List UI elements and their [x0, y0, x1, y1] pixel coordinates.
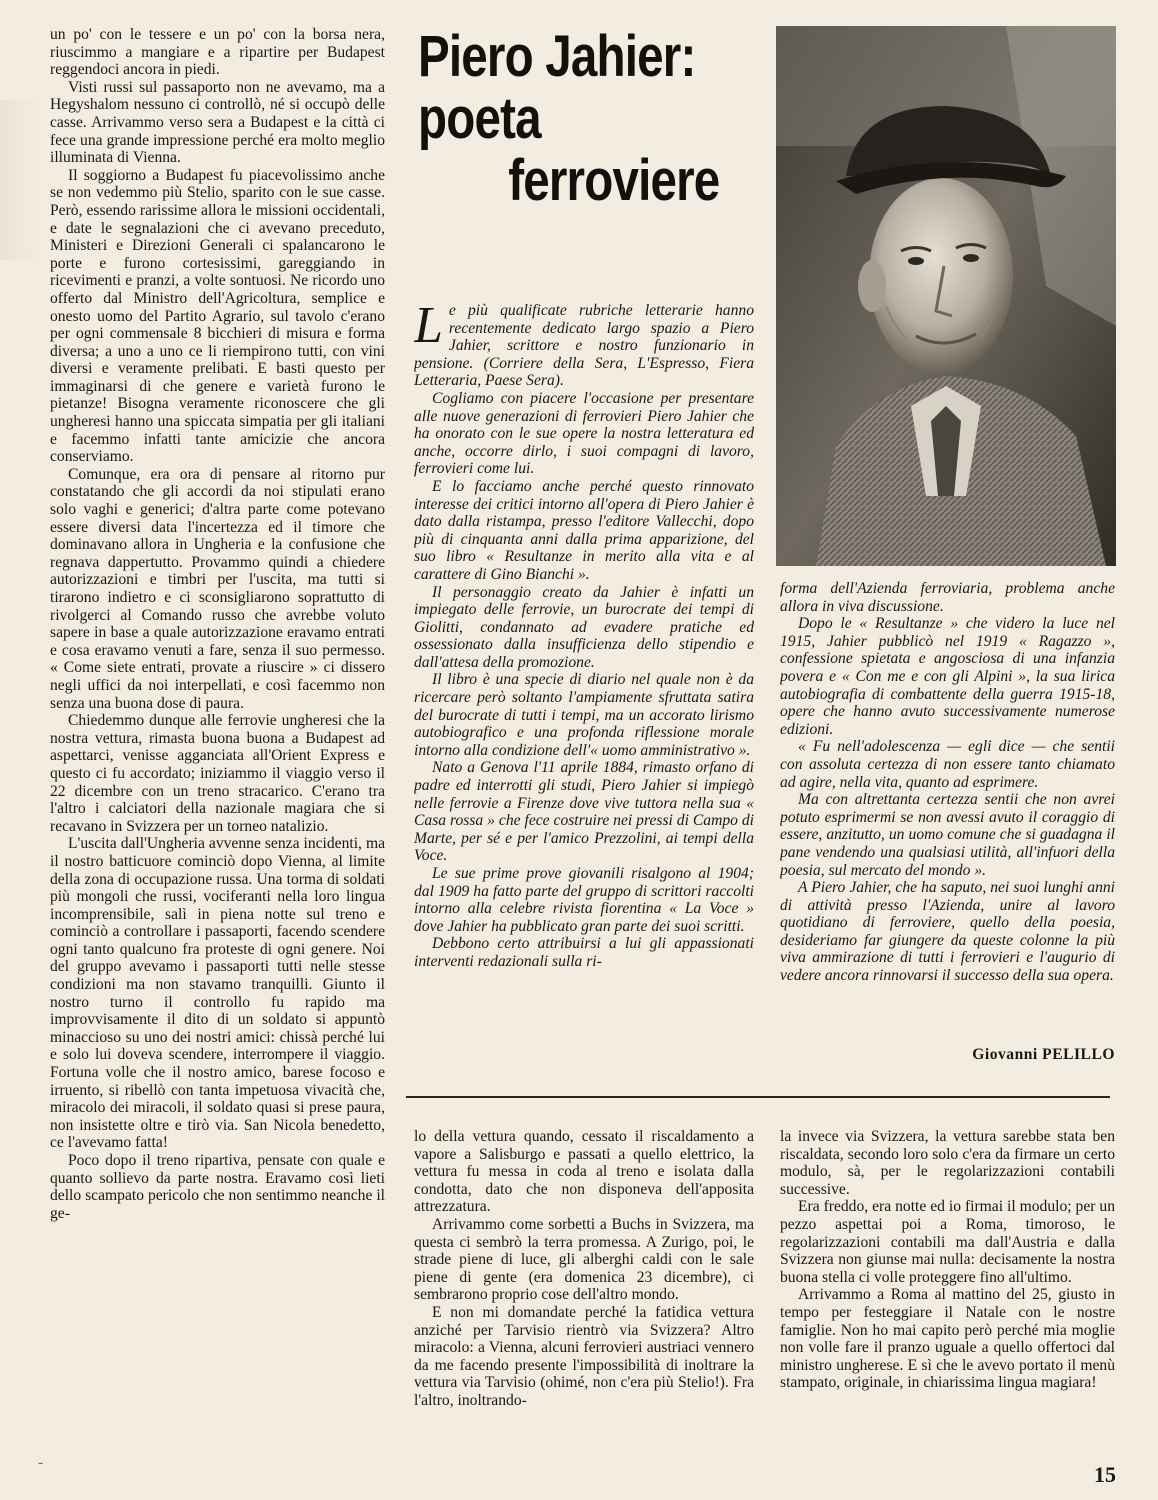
- left-paragraph: un po' con le tessere e un po' con la borsa nera, riuscimmo a mangiare e a ripartire per Budapest reggendoci ancora in piedi.: [50, 26, 385, 79]
- bottom-right-paragraph: Arrivammo a Roma al mattino del 25, giusto in tempo per festeggiare il Natale con le nostre famiglie. Non ho mai capito però perché mia moglie non volle fare il pranzo uguale a quello offertoci dal ministro ungherese. E sì che le avevo portato il menù stampato, originale, in chiarissima lingua magiara!: [780, 1286, 1115, 1392]
- intro-paragraph: Le sue prime prove giovanili risalgono al 1904; dal 1909 ha fatto parte del gruppo di scrittori raccolti intorno alla celebre rivista fiorentina « La Voce » dove Jahier ha pubblicato gran parte dei suoi scritti.: [414, 865, 754, 935]
- intro-paragraph: Il libro è una specie di diario nel quale non è da ricercare però soltanto l'ampiamente sfruttata satira del burocrate di tutti i tempi, ma un accorato lirismo autobiografico e una profonda riflessione morale intorno alla condizione dell'« uomo amministrativo ».: [414, 671, 754, 759]
- left-paragraph: Poco dopo il treno ripartiva, pensate con quale e quanto sollievo da parte nostra. Eravamo così lieti dello scampato pericolo che non sentimmo neanche il ge-: [50, 1152, 385, 1222]
- intro-paragraph: Debbono certo attribuirsi a lui gli appassionati interventi redazionali sulla ri-: [414, 935, 754, 970]
- right-paragraph: « Fu nell'adolescenza — egli dice — che sentii con assoluta certezza di non essere tanto chiamato ad agire, nella vita, quanto ad esprimere.: [780, 738, 1115, 791]
- intro-paragraph: Cogliamo con piacere l'occasione per presentare alle nuove generazioni di ferrovieri Piero Jahier che ha onorato con le sue opere la nostra letteratura ed anche, occorre dirlo, i suoi compagni di lavoro, ferrovieri come lui.: [414, 389, 754, 478]
- left-paragraph: Il soggiorno a Budapest fu piacevolissimo anche se non vedemmo più Stelio, sparito con le sue casse. Però, essendo rarissime allora le missioni occidentali, e date le segnalazioni che ci avevano preceduto, Ministeri e Direzioni Generali ci spalancarono le porte e furono cortesissimi, gareggiando in ricevimenti e pranzi, a volte sontuosi. Ne ricordo uno offerto dal Ministro dell'Agricoltura, semplice e onesto uomo del Partito Agrario, sul tavolo c'erano per ogni commensale 8 bicchieri di misura e forma diversa; a uno a uno ce li riempirono tutti, con vini diversi e veramente prelibati. E basti questo per immaginarsi di che genere e varietà furono le pietanze! Bisogna veramente riconoscere che gli ungheresi hanno una spiccata simpatia per gli italiani e facemmo infatti tante amicizie che ancora conserviamo.: [50, 166, 385, 466]
- intro-paragraph: Il personaggio creato da Jahier è infatti un impiegato delle ferrovie, un burocrate dei tempi di Giolitti, condannato ad evadere pratiche ed ossessionato dalla insufficienza dello stipendio e dall'attesa della promozione.: [414, 583, 754, 671]
- title-line-1: Piero Jahier:: [418, 24, 696, 89]
- left-paragraph: L'uscita dall'Ungheria avvenne senza incidenti, ma il nostro batticuore cominciò dopo Vienna, al limite della zona di occupazione russa. Una torma di soldati più mongoli che russi, vociferanti nella loro lingua incomprensibile, salì in piena notte sul treno e cominciò a controllare i passaporti, facendo scendere ogni tanto qualcuno fra proteste di ogni genere. Noi del gruppo avevamo i passaporti tutti nelle stesse condizioni ma non stavamo tranquilli. Giunto il nostro turno il controllo fu rapido ma improvvisamente il dito di un soldato si appuntò minaccioso su uno dei nostri amici: chissà perché lui e solo lui doveva scendere, interrompere il viaggio. Fortuna volle che il nostro amico, barese focoso e irruento, si ribellò con tanta impetuosa vivacità che, miracolo dei miracoli, il soldato quasi si prese paura, non insistette oltre e tirò via. San Nicola benedetto, ce l'avevamo fatta!: [50, 835, 385, 1152]
- portrait-photo-icon: [776, 26, 1116, 566]
- bottom-middle-paragraph: lo della vettura quando, cessato il riscaldamento a vapore a Salisburgo e passati a quello elettrico, la vettura fu messa in coda al treno e isolata dalla condotta, dato che non disponeva dell'apposita attrezzatura.: [414, 1128, 754, 1216]
- left-paragraph: Visti russi sul passaporto non ne avevamo, ma a Hegyshalom nessuno ci controllò, né si occupò delle casse. Arrivammo verso sera a Budapest e la città ci fece una grande impressione perché era molto meglio illuminata di Vienna.: [50, 78, 385, 167]
- margin-mark: -: [38, 1454, 44, 1471]
- right-paragraph: forma dell'Azienda ferroviaria, problema anche allora in viva discussione.: [780, 580, 1115, 615]
- intro-paragraph: Nato a Genova l'11 aprile 1884, rimasto orfano di padre ed interrotti gli studi, Piero Jahier si impiegò nelle ferrovie a Firenze dove vive tuttora nella sua « Casa rossa » che fece costruire nei pressi di Campo di Marte, per sé e per l'amico Prezzolini, ai tempi della Voce.: [414, 759, 754, 865]
- left-column-text: [50, 26, 385, 1464]
- bottom-middle-paragraph: Arrivammo come sorbetti a Buchs in Svizzera, ma questa ci sembrò la terra promessa. A Zurigo, poi, le strade piene di luce, gli alberghi caldi con le sale piene di gente (era domenica 23 dicembre), ci sembrarono proprio cose dell'altro mondo.: [414, 1215, 754, 1304]
- bleed-through-left: [0, 100, 40, 260]
- drop-cap: L: [414, 302, 443, 354]
- intro-paragraph: E lo facciamo anche perché questo rinnovato interesse dei critici intorno all'opera di Piero Jahier è dato dalla ristampa, presso l'editore Vallecchi, dopo più di cinquanta anni dalla prima apparizione, del suo libro « Resultanze in merito alla vita e al carattere di Gino Bianchi ».: [414, 477, 754, 583]
- bottom-middle-column-text: [414, 1128, 754, 1458]
- right-paragraph: Ma con altrettanta certezza sentii che non avrei potuto esprimermi se non avessi avuto il coraggio di essere, anzitutto, un uomo comune che si guadagna il pane vendendo una qualsiasi utilità, all'infuori della poesia, sul mercato del mondo ».: [780, 791, 1115, 879]
- right-paragraph: A Piero Jahier, che ha saputo, nei suoi lunghi anni di attività presso l'Azienda, unire al lavoro quotidiano di ferroviere, quello della poesia, desideriamo far giungere da queste colonne la più viva ammirazione di tutti i ferrovieri e l'augurio di vedere ancora rinnovarsi il successo della sua opera.: [780, 879, 1115, 985]
- left-paragraph: Comunque, era ora di pensare al ritorno pur constatando che gli accordi da noi stipulati erano solo vaghi e generici; d'altra parte come potevano essere diversi data l'incertezza ed il timore che dominavano allora in Ungheria e la confusione che regnava dappertutto. Provammo quindi a chiedere autorizzazioni e timbri per l'uscita, ma tutti si tirarono indietro e ci sconsigliarono soprattutto di rivolgerci al Comando russo che avrebbe voluto sapere in base a quale autorizzazione eravamo entrati e cosa eravamo venuti a fare, senza il suo permesso. « Come siete entrati, provate a riuscire » ci dissero negli uffici da noi interpellati, e così facemmo non senza una buona dose di paura.: [50, 465, 385, 712]
- intro-paragraph: Le più qualificate rubriche letterarie hanno recentemente dedicato largo spazio a Piero Jahier, scrittore e nostro funzionario in pensione. (Corriere della Sera, L'Espresso, Fiera Letteraria, Paese Sera).: [414, 302, 754, 390]
- left-paragraph: Chiedemmo dunque alle ferrovie ungheresi che la nostra vettura, rimasta buona buona a Budapest ad aspettarci, venisse agganciata all'Orient Express e questo ci fu accordato; iniziammo il viaggio verso il 22 dicembre con un treno stracarico. C'erano tra l'altro i calciatori della nazionale magiara che si recavano in Svizzera per un torneo natalizio.: [50, 712, 385, 835]
- bottom-right-paragraph: la invece via Svizzera, la vettura sarebbe stata ben riscaldata, secondo loro solo c'era da firmare un certo modulo, sà, per le regolarizzazioni contabili successive.: [780, 1128, 1115, 1198]
- bottom-right-paragraph: Era freddo, era notte ed io firmai il modulo; per un pezzo aspettai poi a Roma, timoroso, le regolarizzazioni contabili ma dall'Austria e dalla Svizzera non giunse mai nulla: decisamente la nostra buona stella ci volle proteggere fino all'ultimo.: [780, 1198, 1115, 1286]
- right-column-text: [780, 580, 1115, 1090]
- section-divider: [406, 1096, 1110, 1098]
- article-title: [418, 24, 720, 213]
- title-line-2: poeta: [418, 86, 541, 151]
- bottom-middle-paragraph: E non mi domandate perché la fatidica vettura anziché per Tarvisio rientrò via Svizzera? Altro miracolo: a Vienna, alcuni ferrovieri austriaci vennero da me facendo presente l'impossibilità di inoltrare la vettura via Tarvisio (ohimé, non c'era più Stelio!). Fra l'altro, inoltrando-: [414, 1303, 754, 1409]
- right-paragraph: Dopo le « Resultanze » che videro la luce nel 1915, Jahier pubblicò nel 1919 « Ragazzo », confessione spietata e angosciosa di una infanzia povera e « Con me e con gli Alpini », la sua lirica autobiografia di combattente della guerra 1915-18, opere che hanno avuto successivamente numerose edizioni.: [780, 615, 1115, 738]
- title-line-3: ferroviere: [508, 148, 720, 213]
- portrait-photo: [776, 26, 1116, 566]
- author-signature: Giovanni PELILLO: [972, 1046, 1115, 1063]
- page-number: 15: [1094, 1462, 1116, 1487]
- bottom-right-column-text: [780, 1128, 1115, 1458]
- intro-column-text: [414, 302, 754, 1092]
